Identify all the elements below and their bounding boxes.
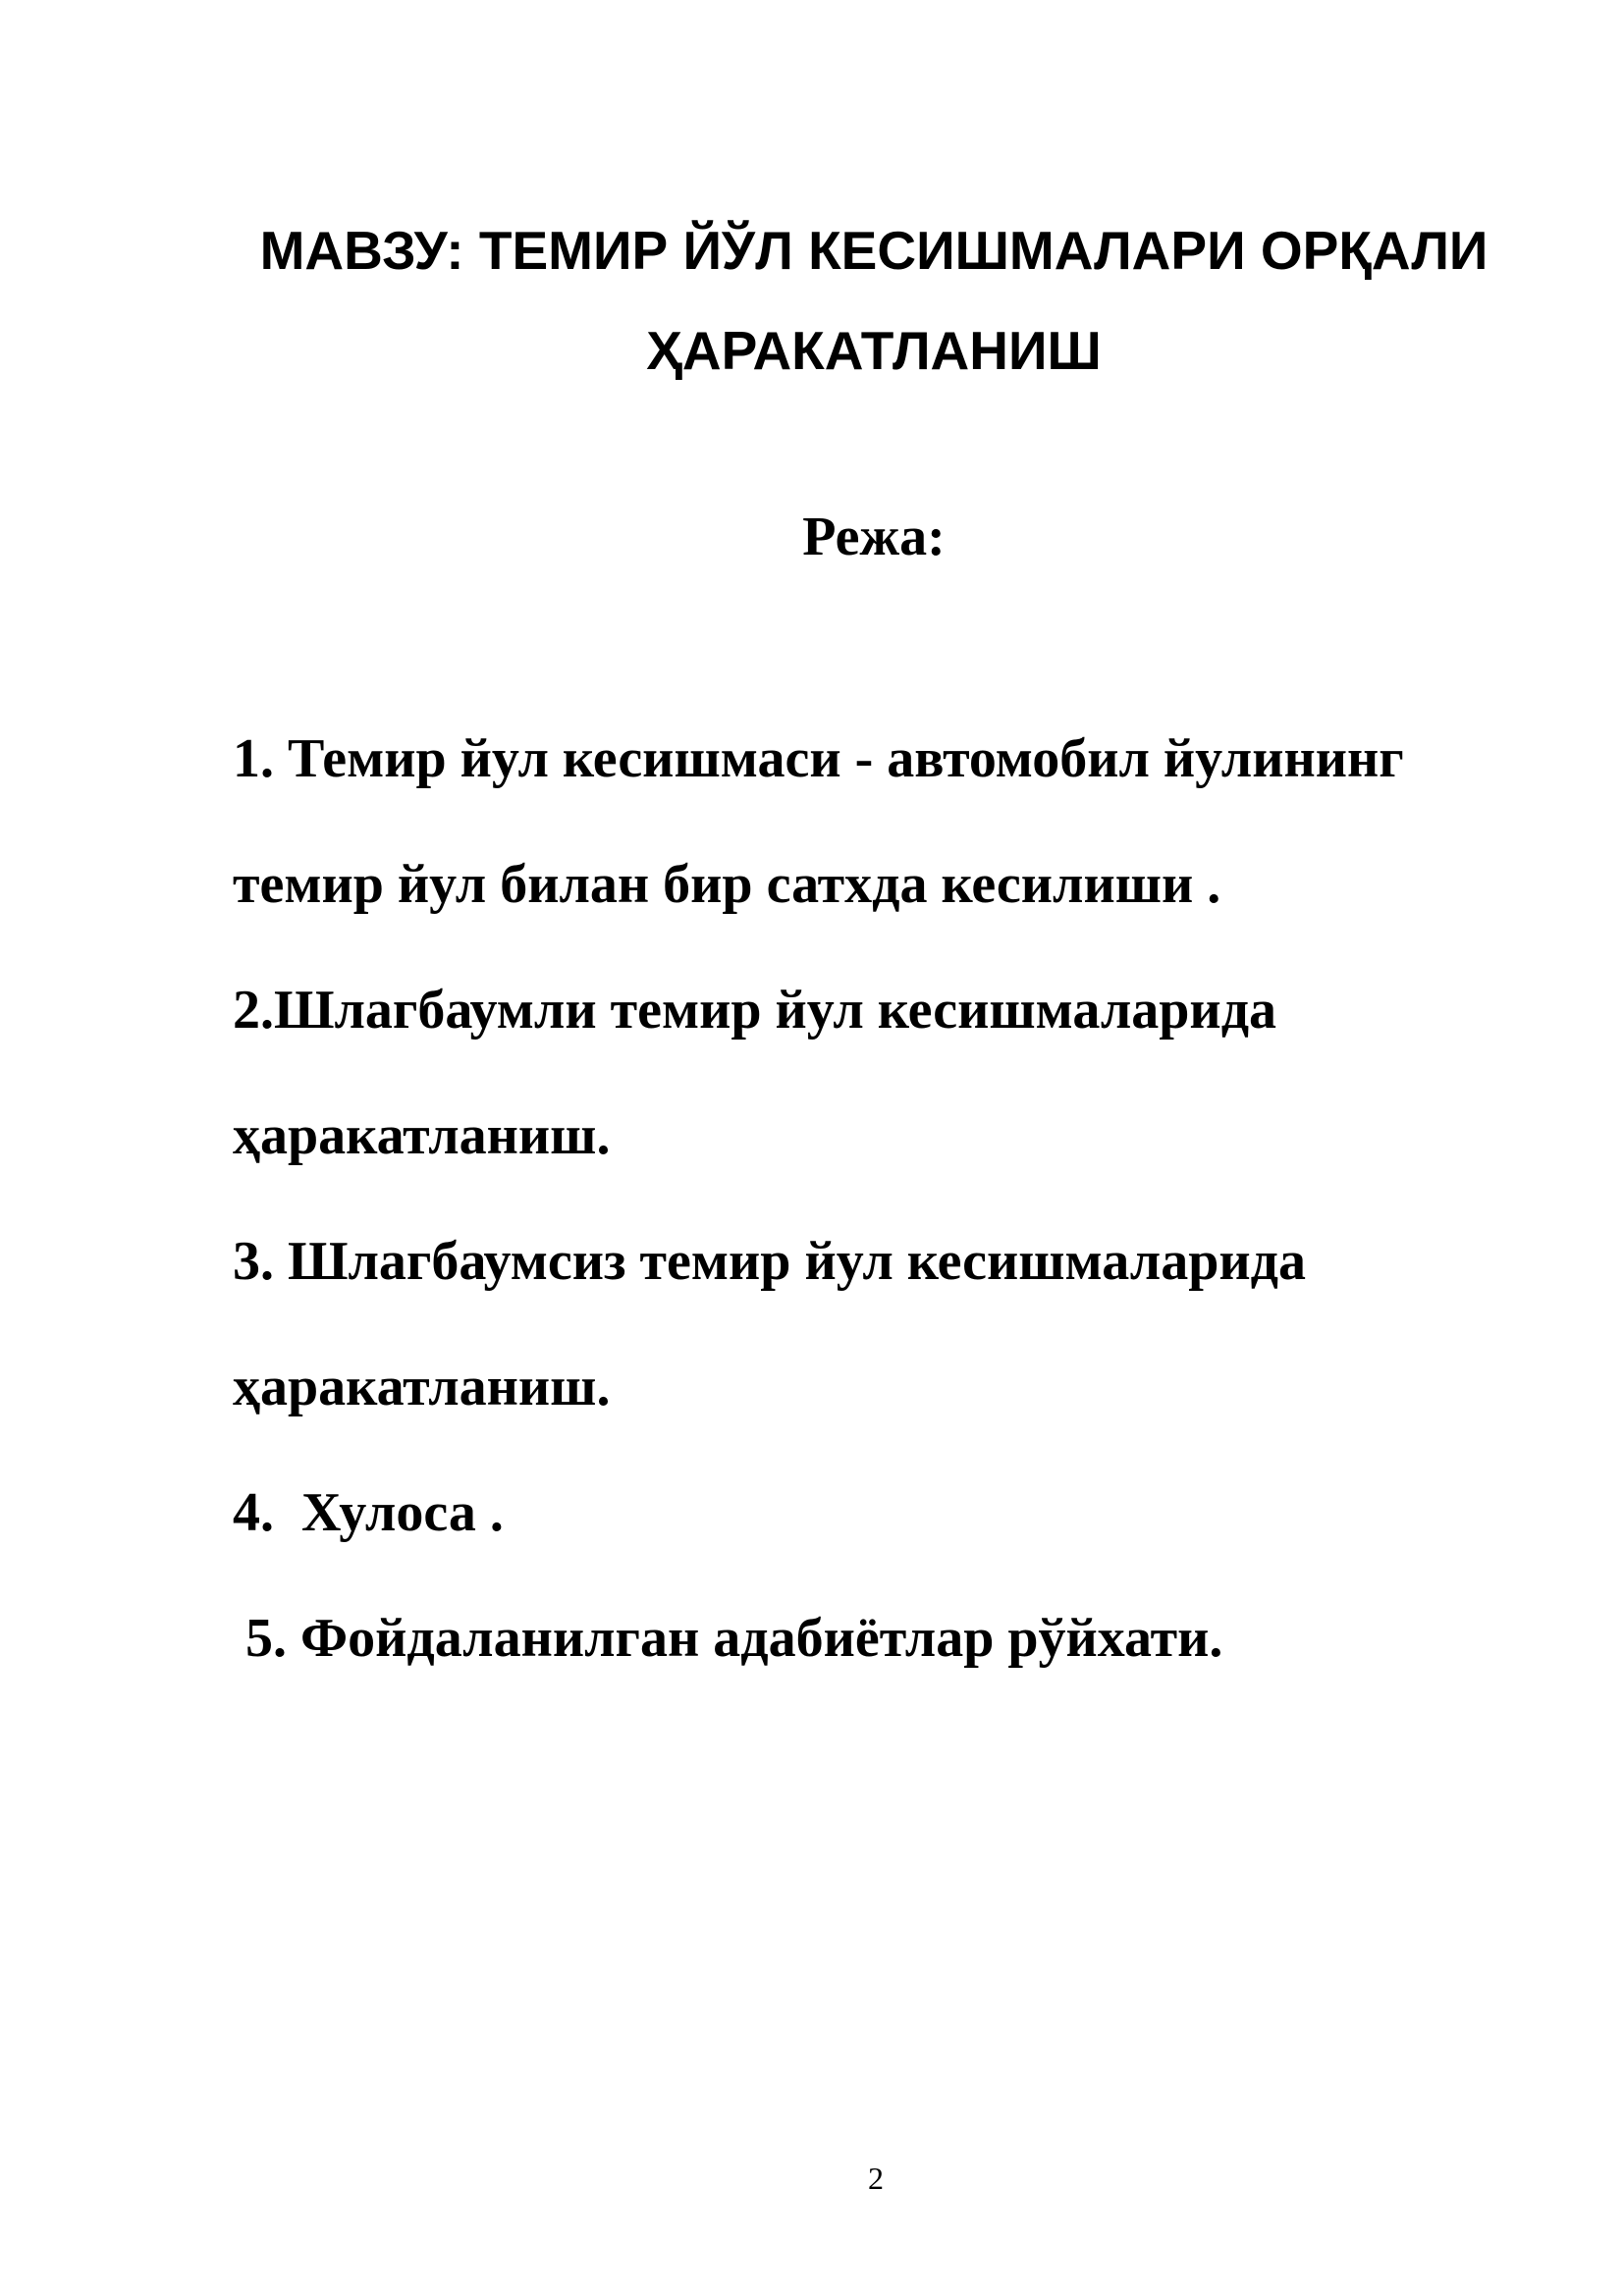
plan-item-3-line-2: ҳаракатланиш. (233, 1357, 611, 1417)
document-title-line-2: ҲАРАКАТЛАНИШ (646, 320, 1102, 381)
plan-item-1-line-2: темир йул билан бир сатхда кесилиши . (233, 854, 1221, 915)
plan-item-2-line-1: 2.Шлагбаумли темир йул кесишмаларида (233, 980, 1277, 1041)
page-number: 2 (868, 2161, 884, 2196)
plan-item-5: 5. Фойдаланилган адабиётлар рўйхати. (245, 1608, 1223, 1669)
plan-item-4: 4. Хулоса . (233, 1482, 504, 1543)
plan-item-3-line-1: 3. Шлагбаумсиз темир йул кесишмаларида (233, 1231, 1306, 1292)
plan-item-2-line-2: ҳаракатланиш. (233, 1105, 611, 1166)
plan-heading: Режа: (802, 507, 946, 567)
document-title-line-1: МАВЗУ: ТЕМИР ЙЎЛ КЕСИШМАЛАРИ ОРҚАЛИ (259, 220, 1489, 281)
plan-item-1-line-1: 1. Темир йул кесишмаси - автомобил йулининг (233, 728, 1404, 789)
